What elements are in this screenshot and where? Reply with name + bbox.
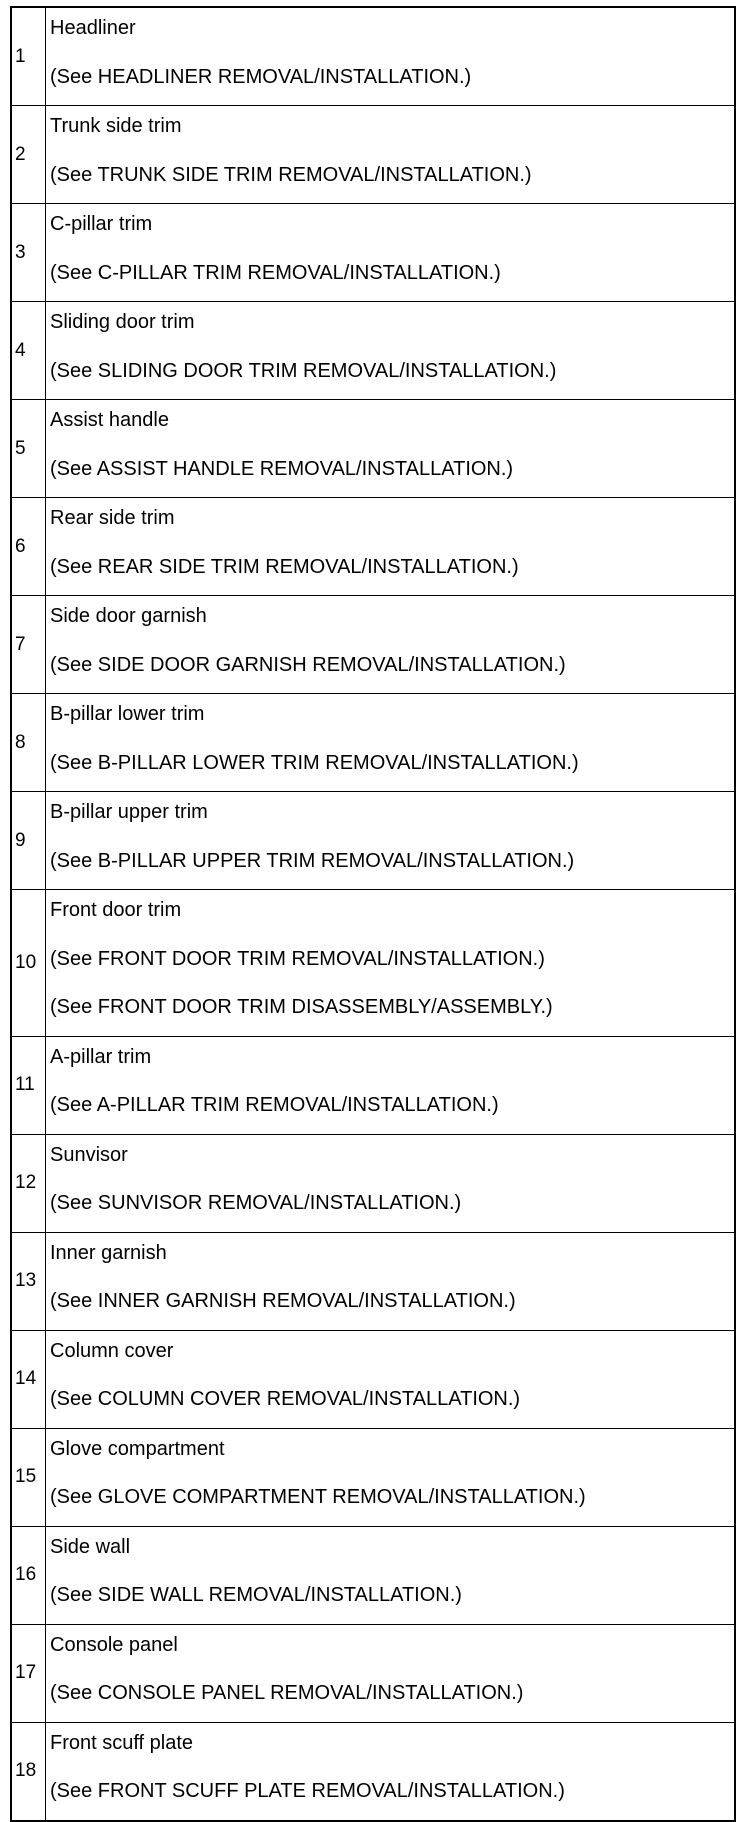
item-description — [46, 1036, 736, 1134]
item-name: Sliding door trim — [50, 311, 195, 333]
table-row — [11, 596, 735, 694]
item-description — [46, 1722, 736, 1821]
item-reference-link[interactable]: (See FRONT DOOR TRIM REMOVAL/INSTALLATION.) — [50, 947, 545, 970]
item-description — [46, 1134, 736, 1232]
table-row — [11, 1428, 735, 1526]
item-number: 17 — [11, 1624, 46, 1722]
item-number: 5 — [11, 400, 46, 498]
item-name: Side door garnish — [50, 605, 207, 627]
item-name: B-pillar upper trim — [50, 801, 208, 823]
parts-sheet — [10, 6, 736, 1822]
table-row — [11, 498, 735, 596]
table-row — [11, 106, 735, 204]
item-reference-link[interactable]: (See REAR SIDE TRIM REMOVAL/INSTALLATION.) — [50, 555, 519, 578]
item-name: B-pillar lower trim — [50, 703, 205, 725]
item-name: Headliner — [50, 17, 136, 39]
table-row — [11, 694, 735, 792]
item-reference-link[interactable]: (See B-PILLAR UPPER TRIM REMOVAL/INSTALLATION.) — [50, 849, 575, 872]
table-row — [11, 792, 735, 890]
table-row — [11, 1624, 735, 1722]
item-description — [46, 498, 736, 596]
item-description — [46, 596, 736, 694]
item-number: 9 — [11, 792, 46, 890]
item-reference-link[interactable]: (See ASSIST HANDLE REMOVAL/INSTALLATION.) — [50, 457, 514, 480]
item-reference-link[interactable]: (See A-PILLAR TRIM REMOVAL/INSTALLATION.) — [50, 1094, 499, 1116]
item-name: Sunvisor — [50, 1143, 128, 1166]
table-row — [11, 7, 735, 106]
item-description — [46, 1232, 736, 1330]
item-number: 16 — [11, 1526, 46, 1624]
item-description — [46, 792, 736, 890]
item-name: Front scuff plate — [50, 1731, 194, 1754]
item-reference-link[interactable]: (See SIDE DOOR GARNISH REMOVAL/INSTALLATION.) — [50, 653, 566, 676]
table-row — [11, 204, 735, 302]
item-name: Assist handle — [50, 409, 169, 431]
item-description — [46, 1624, 736, 1722]
item-name: A-pillar trim — [50, 1045, 152, 1068]
parts-table — [10, 6, 736, 1822]
item-number: 18 — [11, 1722, 46, 1821]
item-number: 2 — [11, 106, 46, 204]
item-name: C-pillar trim — [50, 213, 153, 235]
table-row — [11, 1330, 735, 1428]
table-row — [11, 302, 735, 400]
table-row — [11, 1722, 735, 1821]
item-description — [46, 400, 736, 498]
item-description — [46, 106, 736, 204]
item-number: 1 — [11, 7, 46, 106]
item-number: 7 — [11, 596, 46, 694]
table-row — [11, 1134, 735, 1232]
item-number: 4 — [11, 302, 46, 400]
item-number: 13 — [11, 1232, 46, 1330]
item-number: 12 — [11, 1134, 46, 1232]
item-reference-link[interactable]: (See FRONT DOOR TRIM DISASSEMBLY/ASSEMBLY.) — [50, 996, 553, 1018]
item-reference-link[interactable]: (See COLUMN COVER REMOVAL/INSTALLATION.) — [50, 1388, 521, 1410]
item-reference-link[interactable]: (See SIDE WALL REMOVAL/INSTALLATION.) — [50, 1584, 462, 1606]
item-name: Rear side trim — [50, 507, 175, 529]
item-name: Front door trim — [50, 899, 182, 921]
table-row — [11, 400, 735, 498]
item-number: 8 — [11, 694, 46, 792]
item-name: Column cover — [50, 1339, 174, 1362]
item-number: 11 — [11, 1036, 46, 1134]
item-description — [46, 1526, 736, 1624]
table-row — [11, 1232, 735, 1330]
item-description — [46, 204, 736, 302]
item-reference-link[interactable]: (See C-PILLAR TRIM REMOVAL/INSTALLATION.) — [50, 261, 501, 284]
item-name: Trunk side trim — [50, 115, 182, 137]
item-reference-link[interactable]: (See CONSOLE PANEL REMOVAL/INSTALLATION.) — [50, 1682, 524, 1704]
item-name: Console panel — [50, 1633, 178, 1656]
item-description — [46, 1428, 736, 1526]
item-reference-link[interactable]: (See INNER GARNISH REMOVAL/INSTALLATION.) — [50, 1290, 516, 1312]
item-reference-link[interactable]: (See B-PILLAR LOWER TRIM REMOVAL/INSTALLATION.) — [50, 751, 579, 774]
item-number: 14 — [11, 1330, 46, 1428]
item-reference-link[interactable]: (See FRONT SCUFF PLATE REMOVAL/INSTALLATION.) — [50, 1780, 565, 1802]
item-reference-link[interactable]: (See HEADLINER REMOVAL/INSTALLATION.) — [50, 65, 472, 88]
item-number: 15 — [11, 1428, 46, 1526]
item-description — [46, 302, 736, 400]
item-number: 3 — [11, 204, 46, 302]
item-reference-link[interactable]: (See SLIDING DOOR TRIM REMOVAL/INSTALLATION.) — [50, 359, 557, 382]
item-number: 10 — [11, 890, 46, 1037]
item-description — [46, 890, 736, 1037]
item-description — [46, 694, 736, 792]
table-row — [11, 1036, 735, 1134]
item-number: 6 — [11, 498, 46, 596]
item-reference-link[interactable]: (See SUNVISOR REMOVAL/INSTALLATION.) — [50, 1192, 462, 1214]
item-description — [46, 1330, 736, 1428]
item-reference-link[interactable]: (See TRUNK SIDE TRIM REMOVAL/INSTALLATION.) — [50, 163, 532, 186]
item-description — [46, 7, 736, 106]
item-reference-link[interactable]: (See GLOVE COMPARTMENT REMOVAL/INSTALLATION.) — [50, 1486, 586, 1508]
table-row — [11, 1526, 735, 1624]
parts-table-body — [11, 7, 735, 1821]
item-name: Glove compartment — [50, 1437, 225, 1460]
item-name: Inner garnish — [50, 1241, 167, 1264]
item-name: Side wall — [50, 1535, 131, 1558]
table-row — [11, 890, 735, 1037]
